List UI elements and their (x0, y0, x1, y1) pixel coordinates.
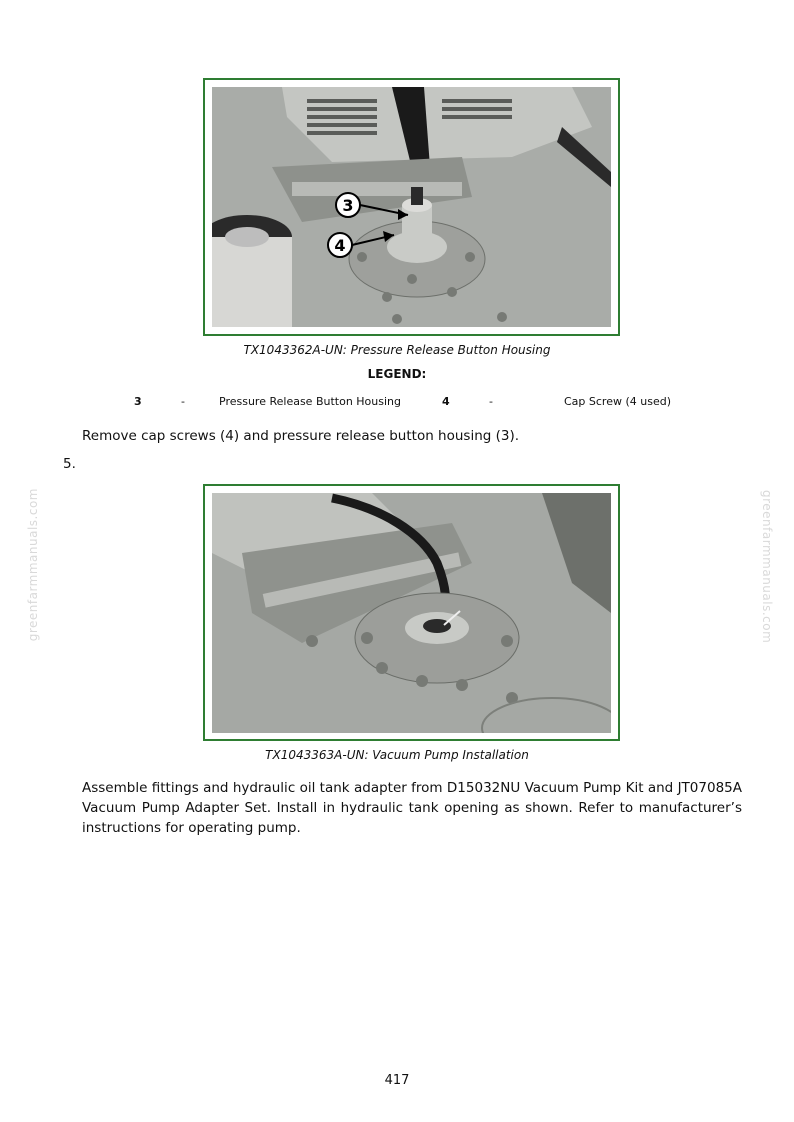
figure2-caption: TX1043363A-UN: Vacuum Pump Installation (265, 748, 529, 762)
legend-item-3-label: Pressure Release Button Housing (219, 395, 401, 408)
legend-item-4-label: Cap Screw (4 used) (564, 395, 672, 408)
instruction-assemble-fittings: Assemble fittings and hydraulic oil tank adapter from D15032NU Vacuum Pump Kit and JT07085A Vacuum Pump Adapter Set. Install in hydraulic tank opening as shown. Refer to manufacturer’s instructions for operating pump. (82, 780, 742, 836)
instruction-remove-cap-screws: Remove cap screws (4) and pressure release button housing (3). (82, 428, 520, 444)
callout-3-label: 3 (342, 196, 354, 215)
figure-pressure-release-button-housing (203, 78, 620, 336)
photo-vacuum-pump (212, 493, 611, 733)
figure1-caption: TX1043362A-UN: Pressure Release Button Housing (243, 343, 551, 357)
step-number: 5. (63, 456, 76, 472)
watermark-right: greenfarmmanuals.com (760, 490, 774, 644)
photo-pressure-release-housing (212, 87, 611, 327)
legend-item-3-number: 3 (134, 395, 142, 408)
callout-4-label: 4 (334, 236, 346, 255)
legend-item-4-dash: - (489, 395, 493, 408)
legend-title: LEGEND: (367, 367, 427, 381)
figure-vacuum-pump-installation (203, 484, 620, 741)
watermark-left: greenfarmmanuals.com (26, 488, 40, 642)
legend-item-3-dash: - (181, 395, 185, 408)
legend-item-4-number: 4 (442, 395, 450, 408)
page-number: 417 (384, 1073, 410, 1088)
